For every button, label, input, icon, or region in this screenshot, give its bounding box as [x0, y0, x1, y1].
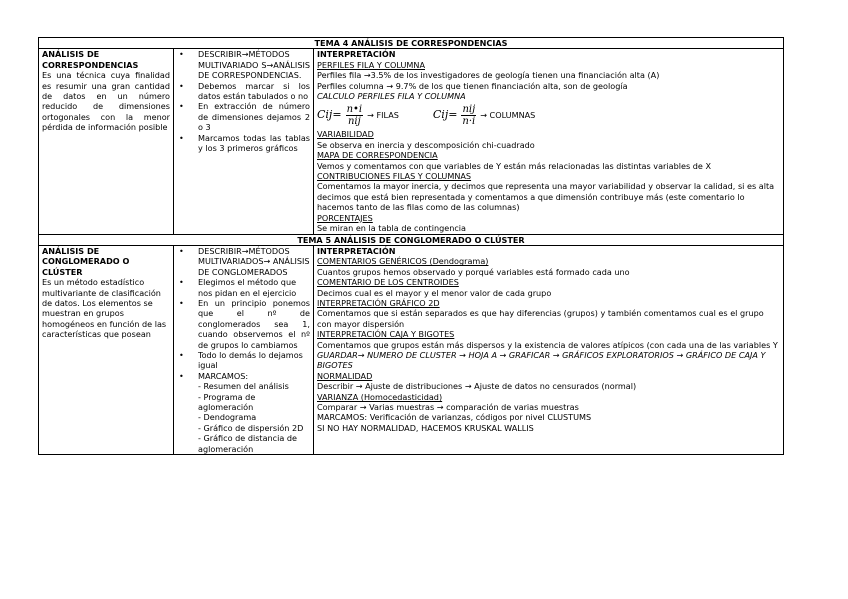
- tema5-definition: Es un método estadístico multivariante de clasificación de datos. Los elementos se muestran en grupos homogéneos en función de las características que posean: [42, 277, 167, 340]
- caja-text: Comentamos que grupos están más dispersos y la existencia de valores atípicos (con cada una de las variables Y: [317, 339, 778, 350]
- list-item: - Dendograma: [198, 412, 257, 423]
- formula-filas-fraction: [346, 104, 364, 127]
- mapa-text: Vemos y comentamos con que variables de Y están más relacionadas las distintas variables de X: [317, 160, 711, 171]
- tema5-interpretation-cell: [314, 245, 784, 454]
- tema4-definition-cell: [39, 49, 174, 234]
- tema5-steps-cell: [174, 245, 314, 454]
- centroides-title: COMENTARIO DE LOS CENTROIDES: [317, 277, 459, 288]
- tema4-heading: ANÁLISIS DE CORRESPONDENCIAS: [42, 49, 139, 70]
- formula-filas-lhs: Cij=: [317, 108, 342, 122]
- list-item: - Gráfico de dispersión 2D: [198, 422, 304, 433]
- list-item: - Resumen del análisis: [198, 381, 289, 392]
- tema5-interp-title: INTERPRETACIÓN: [317, 245, 396, 256]
- variabilidad-title: VARIABILIDAD: [317, 129, 374, 140]
- tema5-header-row: [39, 234, 784, 245]
- grafico2d-title: INTERPRETACIÓN GRÁFICO 2D: [317, 297, 440, 308]
- list-item: • DESCRIBIR→MÉTODOS MULTIVARIADOS→ ANÁLISIS DE CONGLOMERADOS: [177, 246, 310, 277]
- tema4-header-row: [39, 38, 784, 49]
- list-item: • Marcamos todas las tablas y los 3 primeros gráficos: [177, 133, 310, 154]
- calculo-title: CALCULO PERFILES FILA Y COLUMNA: [317, 91, 466, 102]
- perfiles-title: PERFILES FILA Y COLUMNA: [317, 59, 425, 70]
- varianza-text-3: SI NO HAY NORMALIDAD, HACEMOS KRUSKAL WALLIS: [317, 422, 534, 433]
- mapa-title: MAPA DE CORRESPONDENCIA: [317, 150, 438, 161]
- comentarios-text: Cuantos grupos hemos observado y porqué variables está formado cada uno: [317, 266, 630, 277]
- list-item: [177, 371, 310, 454]
- tema5-title: TEMA 5 ANÁLISIS DE CONGLOMERADO O CLÚSTER: [39, 234, 784, 245]
- formula-columnas-num: nij: [462, 103, 476, 115]
- list-item: • En un principio ponemos que el nº de conglomerados sea 1, cuando observemos el nº de grupos lo cambiamos: [177, 298, 310, 350]
- list-item: • Todo lo demás lo dejamos igual: [177, 350, 310, 371]
- formula-filas-num: n•i: [346, 103, 363, 115]
- marcamos-label: MARCAMOS:: [198, 370, 249, 381]
- summary-table: [38, 37, 784, 455]
- list-item: - Gráfico de distancia de aglomeración: [198, 433, 298, 454]
- normalidad-title: NORMALIDAD: [317, 370, 373, 381]
- grafico2d-text: Comentamos que si están separados es que hay diferencias (grupos) y también comentamos cual es el grupo con mayor dispersión: [317, 308, 764, 329]
- varianza-text-1: Comparar → Varias muestras → comparación de varias muestras: [317, 402, 579, 412]
- formula-columnas-den: n·i: [462, 115, 476, 127]
- list-item: • Elegimos el método que nos pidan en el ejercicio: [177, 277, 310, 298]
- formula-row: [317, 101, 780, 129]
- variabilidad-text: Se observa en inercia y descomposición chi-cuadrado: [317, 139, 535, 150]
- tema4-content-row: [39, 49, 784, 234]
- formula-filas-result: → FILAS: [367, 110, 399, 121]
- normalidad-text: Describir → Ajuste de distribuciones → Ajuste de datos no censurados (normal): [317, 381, 637, 392]
- formula-filas-den: nij: [347, 115, 361, 127]
- porcentajes-title: PORCENTAJES: [317, 212, 373, 223]
- list-item: • Debemos marcar si los datos están tabulados o no: [177, 81, 310, 102]
- list-item: • DESCRIBIR→MÉTODOS MULTIVARIADO S→ANÁLISIS DE CORRESPONDENCIAS.: [177, 49, 310, 80]
- porcentajes-text: Se miran en la tabla de contingencia: [317, 223, 467, 234]
- formula-columnas-lhs: Cij=: [432, 108, 458, 122]
- tema4-steps-list: [177, 49, 310, 153]
- tema4-definition: Es una técnica cuya finalidad es resumir una gran cantidad de datos en un número reducido de dimensiones ortogonales con la menor pérdida de información posible: [42, 70, 170, 133]
- varianza-title: VARIANZA (Homocedasticidad): [317, 391, 443, 402]
- comentarios-title: COMENTARIOS GENÉRICOS (Dendograma): [317, 256, 489, 267]
- tema5-heading: ANÁLISIS DE CONGLOMERADO O CLÚSTER: [42, 245, 130, 277]
- tema4-interp-title: INTERPRETACIÓN: [317, 49, 396, 60]
- varianza-text-2: MARCAMOS: Verificación de varianzas, códigos por nivel CLUSTUMS: [317, 412, 592, 423]
- centroides-text: Decimos cual es el mayor y el menor valor de cada grupo: [317, 287, 552, 298]
- guardar-path: GUARDAR→ NUMERO DE CLUSTER → HOJA A → GRAFICAR → GRÁFICOS EXPLORATORIOS → GRÁFICO DE CAJA Y BIGOTES: [317, 349, 766, 371]
- list-item: • En extracción de número de dimensiones dejamos 2 o 3: [177, 101, 310, 132]
- contribuciones-title: CONTRIBUCIONES FILAS Y COLUMNAS: [317, 171, 472, 182]
- tema4-steps-cell: [174, 49, 314, 234]
- tema5-steps-list: [177, 246, 310, 454]
- tema4-interpretation-cell: [314, 49, 784, 234]
- tema5-definition-cell: [39, 245, 174, 454]
- perfiles-fila: Perfiles fila →3.5% de los investigadores de geología tienen una financiación alta (A): [317, 70, 660, 81]
- contribuciones-text: Comentamos la mayor inercia, y decimos que representa una mayor variabilidad y observar la calidad, si es alta decimos que está bien representada y comentamos a que dimensión contribuye más (este comentario lo hacemos tanto de las filas como de las columnas): [317, 181, 775, 213]
- caja-title: INTERPRETACIÓN CAJA Y BIGOTES: [317, 329, 455, 340]
- formula-columnas-fraction: [461, 104, 476, 127]
- formula-columnas-result: → COLUMNAS: [480, 110, 536, 121]
- marcamos-list: [198, 381, 310, 454]
- tema4-title: TEMA 4 ANÁLISIS DE CORRESPONDENCIAS: [39, 38, 784, 49]
- tema5-content-row: [39, 245, 784, 454]
- perfiles-columna: Perfiles columna → 9.7% de los que tienen financiación alta, son de geología: [317, 80, 628, 91]
- list-item: - Programa de aglomeración: [198, 391, 256, 412]
